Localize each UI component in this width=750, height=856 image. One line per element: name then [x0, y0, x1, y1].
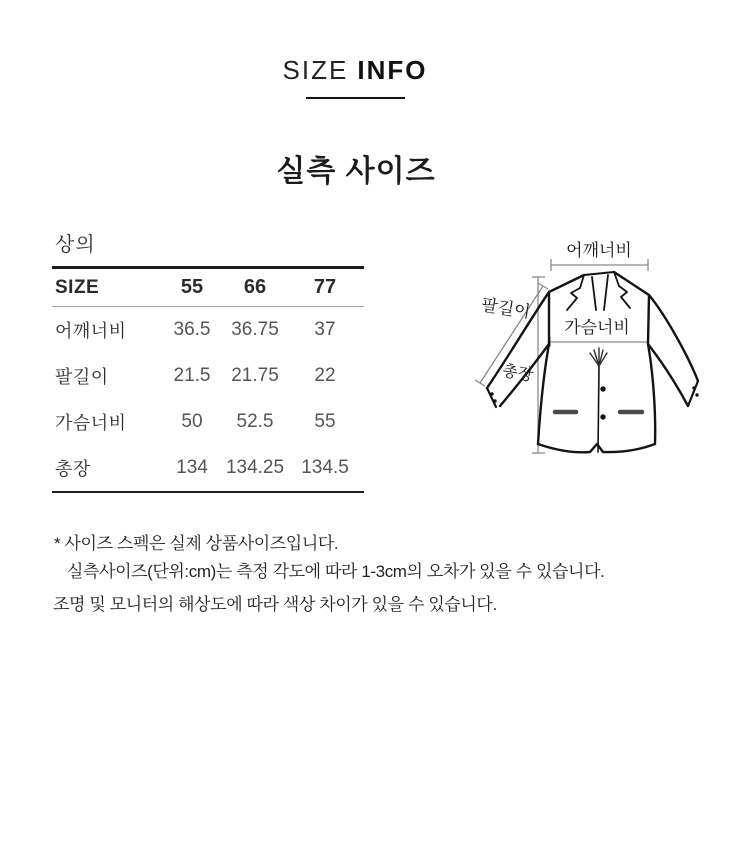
- jacket-outline: [487, 272, 698, 452]
- jacket-buttons: [490, 386, 698, 419]
- row-value: 22: [314, 365, 336, 386]
- row-value: 50: [181, 411, 203, 432]
- table-row: [52, 445, 364, 491]
- page-title: [283, 55, 428, 86]
- column-header-66: 66: [243, 276, 267, 298]
- table-row: [52, 353, 364, 399]
- row-label: 팔길이: [55, 367, 109, 387]
- label-total-length: 총장: [501, 362, 535, 385]
- row-value: 134.25: [225, 457, 285, 478]
- row-value: 36.5: [173, 319, 211, 340]
- jacket-measurement-diagram: [455, 220, 750, 490]
- label-arm-length: 팔길이: [480, 295, 532, 322]
- row-label: 총장: [55, 459, 91, 479]
- label-shoulder-width: 어깨너비: [566, 241, 632, 260]
- row-value: 21.75: [231, 365, 279, 386]
- title-underline: [306, 97, 405, 99]
- note-tolerance: 실측사이즈(단위:cm)는 측정 각도에 따라 1-3cm의 오차가 있을 수 있습니다.: [67, 562, 605, 581]
- label-chest-width: 가슴너비: [564, 318, 630, 337]
- size-table-header-row: [52, 269, 364, 307]
- row-value: 52.5: [236, 411, 274, 432]
- column-header-55: 55: [180, 276, 204, 298]
- row-value: 21.5: [173, 365, 211, 386]
- table-row: [52, 307, 364, 353]
- table-row: [52, 399, 364, 445]
- column-header-size: SIZE: [55, 276, 100, 298]
- row-value: 55: [314, 411, 336, 432]
- row-label: 어깨너비: [55, 321, 127, 341]
- garment-section-label: 상의: [55, 234, 96, 256]
- measured-size-heading: 실측 사이즈: [276, 155, 436, 188]
- page-title-size: SIZE: [282, 55, 349, 85]
- note-size-spec: * 사이즈 스펙은 실제 상품사이즈입니다.: [54, 534, 339, 553]
- note-color-difference: 조명 및 모니터의 해상도에 따라 색상 차이가 있을 수 있습니다.: [53, 595, 497, 614]
- column-header-77: 77: [313, 276, 337, 298]
- row-value: 36.75: [231, 319, 279, 340]
- row-label: 가슴너비: [55, 413, 127, 433]
- wrinkle-mark: [590, 348, 607, 366]
- size-table: [52, 266, 364, 493]
- row-value: 37: [314, 319, 336, 340]
- row-value: 134.5: [301, 457, 349, 478]
- row-value: 134: [176, 457, 208, 478]
- page-title-info: INFO: [357, 55, 428, 85]
